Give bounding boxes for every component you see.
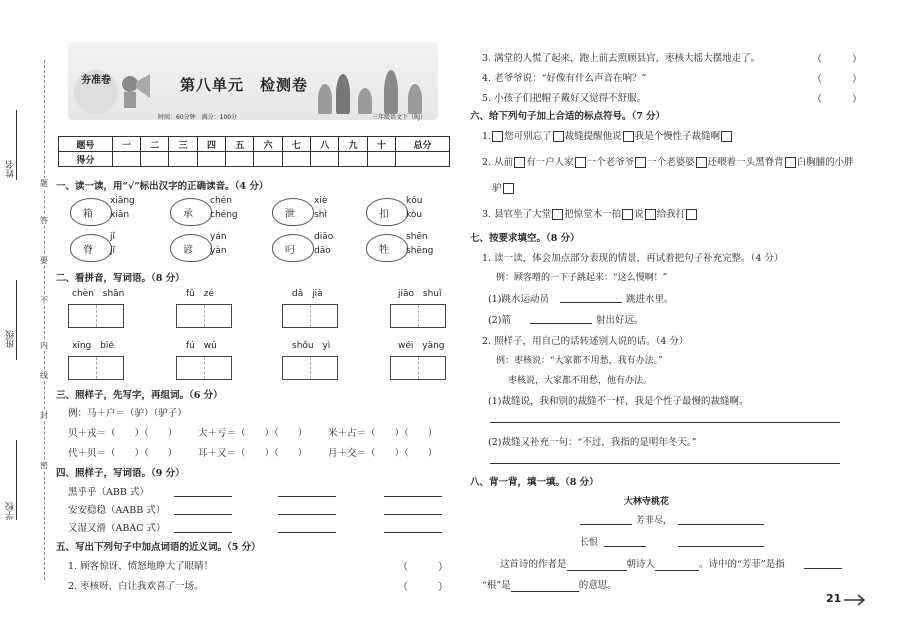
brand-stamp: 夯准卷 (74, 70, 118, 114)
writing-grid[interactable] (282, 356, 338, 380)
synonym-item: 5. 小孩子们把帽子戴好又觉得不舒服。 (482, 93, 647, 104)
hanzi: 箱 (83, 209, 93, 220)
punct-box[interactable] (552, 209, 563, 220)
punct-box[interactable] (721, 131, 732, 142)
seal-line (44, 60, 45, 580)
text-chunk: 朝诗人 (626, 559, 656, 570)
answer-line[interactable] (567, 559, 627, 571)
answer-line[interactable] (384, 532, 442, 533)
text-chunk: 白胸脯的小胖 (796, 157, 854, 168)
writing-grid[interactable] (390, 304, 446, 328)
synonym-item: 4. 老爷爷说：“好像有什么声音在响？” (482, 73, 647, 84)
hanzi: 扣 (379, 209, 389, 220)
score-input[interactable] (311, 152, 339, 167)
score-cell: 题号 (59, 137, 113, 152)
tree-icon (318, 84, 332, 114)
answer-paren[interactable]: （ ） (398, 562, 448, 573)
punct-box[interactable] (623, 131, 634, 142)
score-label: 得分 (59, 152, 113, 167)
punct-box[interactable] (492, 131, 503, 142)
section-1-title: 一、读一读，用“√”标出汉字的正确读音。（4 分） (56, 181, 269, 192)
text-chunk: 我是个慢性子裁缝啊 (634, 131, 721, 142)
score-header-row (59, 137, 450, 152)
compose-item[interactable]: 米＋占＝（ ）（ ） (328, 428, 438, 439)
pinyin-option[interactable]: jǐ (110, 232, 116, 242)
seal-char: 题 (40, 179, 48, 188)
punct-box[interactable] (686, 209, 697, 220)
punct-box[interactable] (696, 157, 707, 168)
pinyin-options[interactable] (210, 230, 227, 258)
punct-box[interactable] (635, 157, 646, 168)
punct-line-2b (492, 180, 515, 194)
writing-grid[interactable] (176, 356, 232, 380)
answer-line[interactable] (278, 532, 336, 533)
compose-item[interactable]: 大＋亏＝（ ）（ ） (198, 428, 308, 439)
score-input[interactable] (112, 152, 140, 167)
score-cell: 四 (197, 137, 225, 152)
section-2-title: 二、看拼音，写词语。（8 分） (56, 273, 185, 284)
writing-grid[interactable] (68, 304, 124, 328)
page-number: 21 (826, 592, 842, 605)
pinyin-option[interactable]: dāo (314, 246, 331, 256)
text-chunk: 这首诗的作者是 (500, 559, 567, 570)
answer-line[interactable] (490, 422, 840, 423)
section-7-title: 七、按要求填空。（8 分） (470, 233, 580, 244)
school-label: 学校 (6, 502, 16, 520)
score-cell: 一 (112, 137, 140, 152)
answer-line[interactable] (804, 568, 842, 569)
pig-char-box (70, 198, 112, 226)
section-8-title: 八、背一背，填一填。（8 分） (470, 477, 599, 488)
answer-line[interactable] (490, 463, 840, 464)
hanzi: 承 (183, 209, 193, 220)
punct-box[interactable] (785, 157, 796, 168)
q7-2-example-1: 例：枣核说：“大家都不用愁，我有办法。” (496, 356, 663, 366)
text-chunk: 给我打 (656, 209, 686, 220)
pig-char-box (272, 198, 314, 226)
answer-line[interactable] (278, 514, 336, 515)
q7-1: 1. 读一读，体会加点部分表现的情景，再试着把句子补充完整。（4 分） (482, 253, 784, 264)
pig-char-box (366, 234, 408, 262)
pinyin-option[interactable]: kǒu (406, 196, 423, 206)
poem-q1 (500, 556, 785, 571)
seal-char: 要 (40, 256, 48, 265)
pinyin-option[interactable]: xiān (110, 210, 130, 220)
q7-2b: (2)裁缝又补充一句：“不过，我指的是明年冬天。” (488, 437, 697, 448)
example-line: 例：马＋户＝（驴）（驴子） (68, 408, 187, 419)
pinyin-prompt: chèn shān (72, 289, 125, 299)
hanzi: 脊 (83, 245, 93, 256)
pinyin-options[interactable] (110, 194, 135, 222)
section-6-title: 六、给下列句子加上合适的标点符号。（7 分） (470, 111, 666, 122)
pig-char-box (170, 198, 212, 226)
seal-char: 答 (40, 216, 48, 225)
pinyin-option[interactable]: chéng (210, 210, 238, 220)
pinyin-option[interactable]: yán (210, 232, 227, 242)
pattern-label: 黑乎乎（ABB 式） (68, 487, 149, 498)
pinyin-options[interactable] (110, 230, 115, 258)
score-input[interactable] (197, 152, 225, 167)
writing-grid[interactable] (68, 356, 124, 380)
punct-box[interactable] (553, 131, 564, 142)
hanzi: 谚 (183, 245, 193, 256)
text-chunk: 一个老婆婆 (647, 157, 695, 168)
score-cell: 总分 (396, 137, 450, 152)
compose-item[interactable]: 月＋交＝（ ）（ ） (328, 448, 438, 459)
punct-box[interactable] (575, 157, 586, 168)
poem-line-1: 芳菲尽， (636, 516, 673, 526)
pinyin-prompt: shǒu yì (292, 341, 331, 351)
punct-line-3 (482, 206, 698, 220)
writing-grid[interactable] (282, 304, 338, 328)
pig-char-box (70, 234, 112, 262)
pinyin-option[interactable]: jǐ (110, 246, 116, 256)
text-chunk: 说 (634, 209, 644, 220)
score-cell: 九 (339, 137, 367, 152)
answer-line[interactable] (174, 514, 232, 515)
pinyin-option[interactable]: chén (210, 196, 232, 206)
score-cell: 五 (226, 137, 254, 152)
synonym-item: 1. 顾客惊讶、愤怒地睁大了眼睛！ (68, 561, 214, 572)
section-4-title: 四、照样子，写词语。（9 分） (56, 468, 185, 479)
writing-grid[interactable] (176, 304, 232, 328)
binding-margin (0, 0, 56, 636)
answer-paren[interactable]: （ ） (812, 54, 862, 65)
pig-char-box (272, 234, 314, 262)
hanzi: 泄 (285, 209, 295, 220)
pinyin-prompt: xīng bié (72, 341, 114, 351)
poem-q2 (482, 577, 617, 592)
pinyin-prompt: fǔ zé (186, 289, 214, 299)
text-chunk: 2. 从前 (482, 157, 514, 168)
answer-paren[interactable]: （ ） (398, 582, 448, 593)
answer-paren[interactable]: （ ） (812, 94, 862, 105)
tree-icon (384, 70, 398, 114)
text-chunk: 。诗中的“芳菲”是指 (699, 559, 785, 570)
score-cell: 三 (169, 137, 197, 152)
q7-1-example: 例：顾客噌的一下子跳起来：“这么慢啊！” (496, 273, 668, 283)
answer-paren[interactable]: （ ） (812, 74, 862, 85)
megaphone-girl-icon (118, 72, 152, 112)
pinyin-prompt: fú wǔ (186, 341, 217, 351)
score-input[interactable] (169, 152, 197, 167)
pinyin-option[interactable]: shēn (406, 232, 428, 242)
pinyin-option[interactable]: yàn (210, 246, 227, 256)
text-chunk: 一个老爷爷 (586, 157, 635, 168)
pinyin-options[interactable] (314, 230, 333, 258)
grade-info: 三年级语文下（RJ） (372, 114, 426, 121)
class-line (16, 280, 17, 360)
answer-line[interactable] (174, 532, 232, 533)
name-label: 姓名 (6, 160, 16, 178)
tree-icon (358, 88, 372, 114)
score-cell: 六 (254, 137, 282, 152)
text-chunk: 把惊堂木一拍 (564, 209, 622, 220)
tree-icon (336, 74, 350, 114)
answer-line[interactable] (511, 580, 579, 592)
q7-1a-pre: (1)跳水运动员 (488, 294, 549, 305)
pinyin-options[interactable] (210, 194, 238, 222)
pinyin-option[interactable]: kòu (406, 210, 423, 220)
compose-item[interactable]: 贝＋戎＝（ ）（ ） (68, 428, 178, 439)
answer-line[interactable] (655, 559, 699, 571)
section-3-title: 三、照样子，先写字，再组词。（6 分） (56, 390, 223, 401)
compose-item[interactable]: 代＋贝＝（ ）（ ） (68, 448, 178, 459)
tree-icon (408, 84, 422, 114)
score-input[interactable] (339, 152, 367, 167)
answer-line[interactable] (580, 524, 632, 525)
punct-box[interactable] (645, 209, 656, 220)
text-chunk: 3. 县官坐了大堂 (482, 209, 552, 220)
exam-title: 第八单元 检测卷 (180, 76, 309, 94)
score-input[interactable] (254, 152, 282, 167)
text-chunk: 还喂着一头黑脊背 (707, 157, 784, 168)
score-input[interactable] (141, 152, 169, 167)
score-input[interactable] (396, 152, 450, 167)
pinyin-prompt: dǎ jià (292, 289, 323, 299)
pinyin-option[interactable]: shì (314, 210, 327, 220)
pinyin-options[interactable] (314, 194, 327, 222)
pinyin-options[interactable] (406, 194, 422, 222)
page-arrow-icon (842, 592, 870, 608)
pinyin-options[interactable] (406, 230, 433, 258)
score-cell: 十 (367, 137, 395, 152)
pig-char-box (170, 234, 212, 262)
text-chunk: 您可别忘了 (504, 131, 552, 142)
answer-line[interactable] (604, 546, 646, 547)
pinyin-prompt: jiāo shuǐ (398, 289, 442, 299)
poem-title: 大林寺桃花 (624, 497, 670, 507)
poem-line-2: 长恨 (580, 538, 599, 548)
writing-grid[interactable] (390, 356, 446, 380)
text-chunk: 驴 (492, 183, 502, 194)
seal-char: 不 (40, 296, 48, 305)
pattern-label: 又湿又滑（ABAC 式） (68, 523, 166, 534)
answer-line[interactable] (174, 496, 232, 497)
seal-char: 封 (40, 411, 48, 420)
answer-line[interactable] (530, 323, 592, 324)
answer-line[interactable] (678, 524, 764, 525)
text-chunk: 有一户人家 (526, 157, 574, 168)
text-chunk: 裁缝提醒他说 (564, 131, 622, 142)
text-chunk: “根”是 (482, 580, 511, 591)
q7-2-example-2: 枣核说，大家都不用愁，他有办法。 (508, 376, 653, 386)
q7-1b-pre: (2)箭 (488, 315, 511, 326)
exam-header (68, 42, 438, 120)
answer-line[interactable] (560, 302, 622, 303)
punct-line-2 (482, 154, 854, 168)
answer-line[interactable] (278, 496, 336, 497)
punct-box[interactable] (503, 183, 514, 194)
punct-line-1 (482, 128, 733, 142)
q7-2a: (1)裁缝说，我和别的裁缝不一样，我是个性子最慢的裁缝啊。 (488, 396, 749, 407)
seal-char: 内 (40, 341, 48, 350)
punct-box[interactable] (514, 157, 525, 168)
pinyin-option[interactable]: diāo (314, 232, 334, 242)
text-chunk: 1. (482, 131, 492, 142)
answer-line[interactable] (384, 514, 442, 515)
q7-1b-post: 射出好远。 (596, 315, 644, 326)
time-info: 时间：60分钟 满分：100分 (158, 114, 238, 121)
seal-char: 线 (40, 371, 48, 380)
pinyin-prompt: wéi yǎng (398, 341, 445, 351)
section-5-title: 五、写出下列句子中加点词语的近义词。（5 分） (56, 542, 261, 553)
pinyin-option[interactable]: shēng (406, 246, 434, 256)
text-chunk: 的意思。 (578, 580, 617, 591)
score-table (58, 136, 450, 167)
pattern-label: 安安稳稳（AABB 式） (68, 505, 166, 516)
compose-item[interactable]: 耳＋又＝（ ）（ ） (198, 448, 308, 459)
score-cell: 七 (282, 137, 310, 152)
answer-line[interactable] (678, 546, 764, 547)
score-row (59, 152, 450, 167)
seal-char: 密 (40, 461, 48, 470)
q7-2: 2. 照样子，用自己的话转述别人说的话。（4 分） (482, 336, 689, 347)
pinyin-option[interactable]: xiāng (110, 196, 135, 206)
pinyin-option[interactable]: xiè (314, 196, 328, 206)
score-input[interactable] (282, 152, 310, 167)
class-label: 班级 (6, 330, 16, 348)
synonym-item: 3. 满堂的人慌了起来，跑上前去照顾县官，枣核大摇大摆地走了。 (482, 53, 761, 64)
hanzi: 牲 (379, 245, 389, 256)
synonym-item: 2. 枣核呀，白让我欢喜了一场。 (68, 581, 204, 592)
score-cell: 八 (311, 137, 339, 152)
score-input[interactable] (226, 152, 254, 167)
answer-line[interactable] (384, 496, 442, 497)
hanzi: 叼 (285, 245, 295, 256)
score-input[interactable] (367, 152, 395, 167)
punct-box[interactable] (622, 209, 633, 220)
q7-1a-post: 跳进水里。 (626, 294, 674, 305)
score-cell: 二 (141, 137, 169, 152)
pig-char-box (366, 198, 408, 226)
